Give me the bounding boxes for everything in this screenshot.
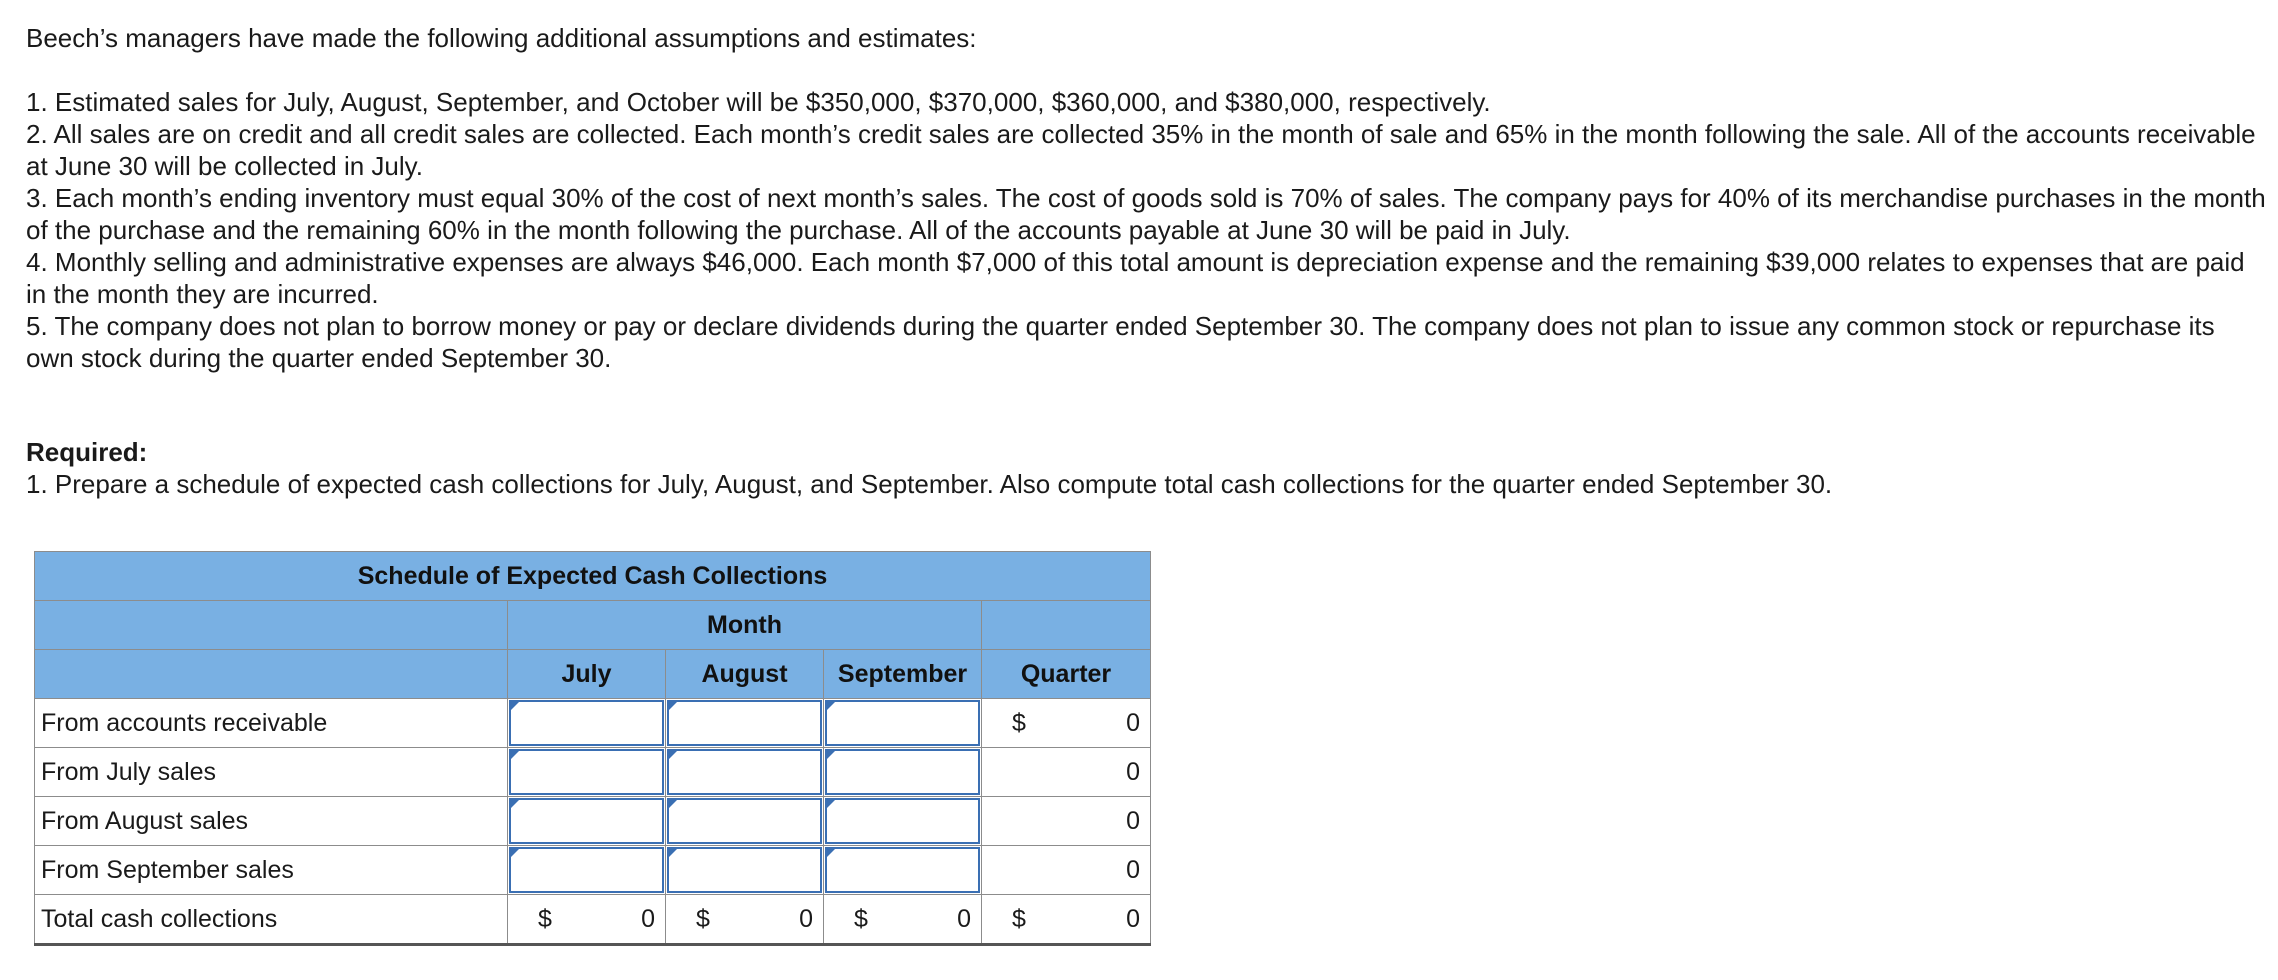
col-header-july: July xyxy=(508,650,666,699)
col-header-august: August xyxy=(666,650,824,699)
table-row xyxy=(35,748,1151,797)
quarter-value: 0 xyxy=(1126,709,1140,737)
input-september-sales-august[interactable] xyxy=(666,846,824,895)
table-row xyxy=(35,699,1151,748)
header-blank xyxy=(982,601,1151,650)
row-label: From August sales xyxy=(35,797,508,846)
input-august-sales-september[interactable] xyxy=(824,797,982,846)
required-title: Required: xyxy=(26,437,148,467)
input-august-sales-july[interactable] xyxy=(508,797,666,846)
input-july-sales-august[interactable] xyxy=(666,748,824,797)
assumption-2: 2. All sales are on credit and all credit sales are collected. Each month’s credit sales are collected 35% in the month of sale and 65% in the month following the sale. All of the accounts receivable at June 30 will be collected in July. xyxy=(26,119,2256,181)
input-july-sales-july[interactable] xyxy=(508,748,666,797)
total-july xyxy=(508,895,666,945)
quarter-cell xyxy=(982,748,1151,797)
total-september xyxy=(824,895,982,945)
quarter-value: 0 xyxy=(1126,758,1140,786)
header-blank xyxy=(35,650,508,699)
currency-symbol: $ xyxy=(538,905,552,933)
assumption-3: 3. Each month’s ending inventory must equal 30% of the cost of next month’s sales. The cost of goods sold is 70% of sales. The company pays for 40% of its merchandise purchases in the month of the purchase and the remaining 60% in the month following the purchase. All of the accounts payable at June 30 will be paid in July. xyxy=(26,183,2266,245)
currency-symbol: $ xyxy=(696,905,710,933)
quarter-value: 0 xyxy=(1126,807,1140,835)
input-september-sales-july[interactable] xyxy=(508,846,666,895)
quarter-value: 0 xyxy=(1126,856,1140,884)
input-ar-september[interactable] xyxy=(824,699,982,748)
total-value: 0 xyxy=(957,905,971,933)
currency-symbol: $ xyxy=(1012,709,1026,737)
total-value: 0 xyxy=(641,905,655,933)
col-header-quarter: Quarter xyxy=(982,650,1151,699)
total-quarter xyxy=(982,895,1151,945)
assumptions-list xyxy=(26,86,2266,374)
required-text: 1. Prepare a schedule of expected cash collections for July, August, and September. Also compute total cash collections for the quarter ended September 30. xyxy=(26,469,1833,499)
required-section xyxy=(26,436,2266,500)
table-row xyxy=(35,846,1151,895)
problem-text xyxy=(26,22,2266,500)
assumption-4: 4. Monthly selling and administrative expenses are always $46,000. Each month $7,000 of this total amount is depreciation expense and the remaining $39,000 relates to expenses that are paid in the month they are incurred. xyxy=(26,247,2245,309)
assumption-1: 1. Estimated sales for July, August, September, and October will be $350,000, $370,000, $360,000, and $380,000, respectively. xyxy=(26,87,1491,117)
assumption-5: 5. The company does not plan to borrow money or pay or declare dividends during the quarter ended September 30. The company does not plan to issue any common stock or repurchase its own stock during the quarter ended September 30. xyxy=(26,311,2215,373)
input-july-sales-september[interactable] xyxy=(824,748,982,797)
total-row xyxy=(35,895,1151,945)
currency-symbol: $ xyxy=(1012,905,1026,933)
total-label: Total cash collections xyxy=(35,895,508,945)
total-value: 0 xyxy=(799,905,813,933)
row-label: From July sales xyxy=(35,748,508,797)
quarter-cell xyxy=(982,699,1151,748)
table-row xyxy=(35,797,1151,846)
month-header: Month xyxy=(508,601,982,650)
currency-symbol: $ xyxy=(854,905,868,933)
cash-collections-schedule xyxy=(34,551,1151,946)
input-ar-july[interactable] xyxy=(508,699,666,748)
intro-text: Beech’s managers have made the following additional assumptions and estimates: xyxy=(26,23,977,53)
col-header-september: September xyxy=(824,650,982,699)
input-august-sales-august[interactable] xyxy=(666,797,824,846)
quarter-cell xyxy=(982,797,1151,846)
header-blank xyxy=(35,601,508,650)
input-september-sales-september[interactable] xyxy=(824,846,982,895)
total-value: 0 xyxy=(1126,905,1140,933)
row-label: From September sales xyxy=(35,846,508,895)
input-ar-august[interactable] xyxy=(666,699,824,748)
total-august xyxy=(666,895,824,945)
schedule-title: Schedule of Expected Cash Collections xyxy=(35,552,1151,601)
quarter-cell xyxy=(982,846,1151,895)
row-label: From accounts receivable xyxy=(35,699,508,748)
